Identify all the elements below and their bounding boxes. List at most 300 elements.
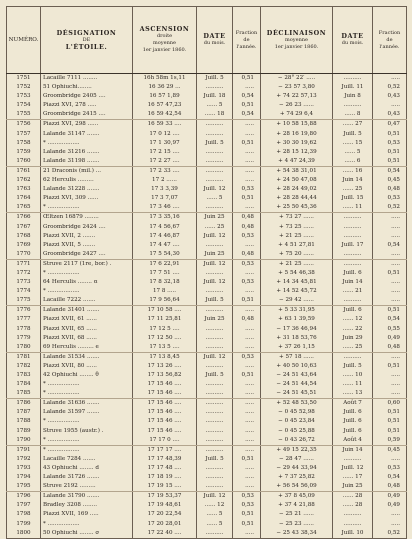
header-declinaison: DÉCLINAISON moyenne 1er janvier 1860. — [261, 7, 333, 74]
year-fraction-2: 0,45 — [373, 176, 407, 185]
table-row — [7, 315, 407, 324]
star-designation: Groombridge 2424 .... — [41, 223, 133, 232]
observation-date: .......... — [197, 130, 233, 139]
year-fraction-2: 0,54 — [373, 315, 407, 324]
year-fraction: 0,51 — [233, 296, 261, 306]
year-fraction: ..... — [233, 445, 261, 455]
table-row — [7, 371, 407, 380]
declination: + 73 25 ...... — [261, 223, 333, 232]
right-ascension: 17 13 8,45 — [133, 352, 197, 362]
year-fraction-2: 0,51 — [373, 362, 407, 371]
row-number: 1800 — [7, 529, 41, 539]
table-row — [7, 334, 407, 343]
row-number: 1785 — [7, 389, 41, 399]
observation-date-2: ...... 25 — [333, 343, 373, 353]
table-row — [7, 223, 407, 232]
year-fraction-2: ..... — [373, 223, 407, 232]
right-ascension: 16 57 47,23 — [133, 101, 197, 110]
year-fraction-2: ..... — [373, 259, 407, 269]
table-row — [7, 501, 407, 510]
right-ascension: 17 22 40 .... — [133, 529, 197, 539]
observation-date-2: .......... — [333, 74, 373, 84]
year-fraction: 0,53 — [233, 232, 261, 241]
star-designation: 51 Ophiuchi........ — [41, 83, 133, 92]
row-number: 1768 — [7, 232, 41, 241]
row-number: 1765 — [7, 203, 41, 213]
right-ascension: 17 12 50 .... — [133, 334, 197, 343]
row-number: 1776 — [7, 306, 41, 316]
year-fraction-2: 0,51 — [373, 417, 407, 426]
observation-date-2: .......... — [333, 455, 373, 464]
right-ascension: 17 5 54,30 — [133, 250, 197, 260]
star-designation: Piazzi XVII, 65 ...... — [41, 325, 133, 334]
observation-date: .......... — [197, 83, 233, 92]
row-number: 1790 — [7, 436, 41, 446]
year-fraction: 0,48 — [233, 315, 261, 324]
table-row — [7, 427, 407, 436]
star-designation: * .................. — [41, 287, 133, 296]
year-fraction-2: 0,43 — [373, 110, 407, 120]
row-number: 1786 — [7, 399, 41, 409]
row-number: 1792 — [7, 455, 41, 464]
star-designation: Piazzi XVII, 80 ...... — [41, 362, 133, 371]
observation-date: .......... — [197, 176, 233, 185]
observation-date: Juin 25 — [197, 315, 233, 324]
table-row — [7, 473, 407, 482]
year-fraction: ..... — [233, 287, 261, 296]
star-designation: Groombridge 2415 .... — [41, 110, 133, 120]
year-fraction-2: 0,55 — [373, 325, 407, 334]
row-number: 1752 — [7, 83, 41, 92]
year-fraction: 0,53 — [233, 492, 261, 502]
row-number: 1753 — [7, 92, 41, 101]
declination: − 24 51 44,54 — [261, 380, 333, 389]
observation-date: ...... 25 — [197, 223, 233, 232]
right-ascension: 17 1 30,97 — [133, 139, 197, 148]
header-designation: DÉSIGNATION DE L'ÉTOILE. — [41, 7, 133, 74]
year-fraction: ..... — [233, 362, 261, 371]
observation-date-2: Août 4 — [333, 436, 373, 446]
year-fraction-2: 0,49 — [373, 334, 407, 343]
right-ascension: 17 8 32,18 — [133, 278, 197, 287]
table-row — [7, 269, 407, 278]
table-row — [7, 325, 407, 334]
row-number: 1793 — [7, 464, 41, 473]
observation-date: Juin 25 — [197, 213, 233, 223]
observation-date-2: ...... 17 — [333, 473, 373, 482]
table-row — [7, 296, 407, 306]
right-ascension: 17 17 17 .... — [133, 445, 197, 455]
row-number: 1791 — [7, 445, 41, 455]
table-body — [7, 74, 407, 539]
right-ascension: 16h 58m 1s,11 — [133, 74, 197, 84]
table-row — [7, 74, 407, 84]
declination: − 0 45 52,98 — [261, 408, 333, 417]
observation-date-2: Juill. 6 — [333, 427, 373, 436]
observation-date-2: ...... 27 — [333, 120, 373, 130]
right-ascension: 17 2 27 .... — [133, 157, 197, 167]
declination: + 14 52 45,72 — [261, 287, 333, 296]
star-designation: * .................. — [41, 269, 133, 278]
observation-date-2: Août 7 — [333, 399, 373, 409]
declination: − 26 23 ...... — [261, 101, 333, 110]
year-fraction: ..... — [233, 269, 261, 278]
row-number: 1780 — [7, 343, 41, 353]
observation-date-2: .......... — [333, 250, 373, 260]
observation-date: ...... 5 — [197, 101, 233, 110]
star-designation: Struve 2117 (1re, bor.) . — [41, 259, 133, 269]
declination: − 0 45 23,84 — [261, 417, 333, 426]
observation-date: ...... 18 — [197, 110, 233, 120]
observation-date: .......... — [197, 417, 233, 426]
declination: + 49 15 22,35 — [261, 445, 333, 455]
right-ascension: 16 36 29 ... — [133, 83, 197, 92]
observation-date-2: ...... 28 — [333, 492, 373, 502]
declination: + 4 47 24,39 — [261, 157, 333, 167]
observation-date-2: Juin 8 — [333, 92, 373, 101]
declination: + 74 22 57,13 — [261, 92, 333, 101]
row-number: 1763 — [7, 185, 41, 194]
observation-date: .......... — [197, 287, 233, 296]
star-designation: Lalande 31228 ....... — [41, 185, 133, 194]
right-ascension: 17 20 28,01 — [133, 520, 197, 529]
observation-date-2: Juin 14 — [333, 176, 373, 185]
table-row — [7, 110, 407, 120]
observation-date: .......... — [197, 408, 233, 417]
year-fraction: ..... — [233, 343, 261, 353]
header-fraction-2: Fraction de l'année. — [373, 7, 407, 74]
declination: + 25 50 45,36 — [261, 203, 333, 213]
right-ascension: 17 4 47 .... — [133, 241, 197, 250]
declination: + 7 37 25,82 — [261, 473, 333, 482]
table-row — [7, 343, 407, 353]
star-designation: Piazzi XVII, 5 ....... — [41, 241, 133, 250]
declination: − 25 43 38,34 — [261, 529, 333, 539]
table-row — [7, 492, 407, 502]
table-row — [7, 259, 407, 269]
table-row — [7, 157, 407, 167]
declination: − 28 47 ...... — [261, 455, 333, 464]
year-fraction-2: ..... — [373, 520, 407, 529]
right-ascension: 17 15 46 .... — [133, 408, 197, 417]
observation-date-2: Juin 29 — [333, 334, 373, 343]
header-ascension: ASCENSION droite moyenne 1er janvier 1860. — [133, 7, 197, 74]
star-designation: Struve 1955 (austr.) . — [41, 427, 133, 436]
star-designation: Struve 2192 ......... — [41, 482, 133, 492]
right-ascension: 16 57 1,89 — [133, 92, 197, 101]
year-fraction-2: 0,53 — [373, 194, 407, 203]
observation-date: .......... — [197, 436, 233, 446]
observation-date-2: Juill. 10 — [333, 529, 373, 539]
year-fraction: 0,51 — [233, 139, 261, 148]
observation-date: Juill. 5 — [197, 296, 233, 306]
row-number: 1760 — [7, 157, 41, 167]
row-number: 1796 — [7, 492, 41, 502]
year-fraction-2: 0,54 — [373, 166, 407, 176]
year-fraction-2: ..... — [373, 510, 407, 519]
year-fraction: ..... — [233, 130, 261, 139]
year-fraction-2: 0,51 — [373, 130, 407, 139]
observation-date: .......... — [197, 399, 233, 409]
declination: + 74 29 6,4 — [261, 110, 333, 120]
declination: − 25 21 ...... — [261, 510, 333, 519]
row-number: 1795 — [7, 482, 41, 492]
right-ascension: 17 9 56,64 — [133, 296, 197, 306]
year-fraction: ..... — [233, 389, 261, 399]
table-row — [7, 520, 407, 529]
observation-date-2: ...... 10 — [333, 371, 373, 380]
year-fraction-2: 0,51 — [373, 306, 407, 316]
observation-date-2: Juill. 6 — [333, 306, 373, 316]
observation-date-2: Juill. 17 — [333, 241, 373, 250]
table-row — [7, 185, 407, 194]
right-ascension: 17 15 46 .... — [133, 380, 197, 389]
year-fraction-2: 0,51 — [373, 427, 407, 436]
observation-date-2: ...... 6 — [333, 157, 373, 167]
observation-date: Juill. 12 — [197, 232, 233, 241]
table-header — [7, 7, 407, 74]
observation-date-2: Juill. 12 — [333, 464, 373, 473]
declination: − 17 36 46,94 — [261, 325, 333, 334]
row-number: 1772 — [7, 269, 41, 278]
right-ascension: 17 7 51 .... — [133, 269, 197, 278]
year-fraction: 0,53 — [233, 259, 261, 269]
year-fraction-2: ..... — [373, 74, 407, 84]
observation-date: Juill. 5 — [197, 371, 233, 380]
year-fraction-2: ..... — [373, 101, 407, 110]
year-fraction-2: 0,54 — [373, 473, 407, 482]
observation-date: .......... — [197, 148, 233, 157]
observation-date-2: Juill. 15 — [333, 194, 373, 203]
row-number: 1759 — [7, 148, 41, 157]
star-designation: 64 Herculis ........ α — [41, 278, 133, 287]
observation-date-2: .......... — [333, 223, 373, 232]
observation-date-2: ...... 12 — [333, 315, 373, 324]
table-row — [7, 120, 407, 130]
year-fraction: ..... — [233, 464, 261, 473]
observation-date: Juill. 12 — [197, 352, 233, 362]
year-fraction-2: 0,52 — [373, 203, 407, 213]
right-ascension: 17 2 15 .... — [133, 148, 197, 157]
declination: − 24 51 43,64 — [261, 371, 333, 380]
observation-date: Juill. 12 — [197, 278, 233, 287]
right-ascension: 17 19 48,61 — [133, 501, 197, 510]
observation-date-2: .......... — [333, 510, 373, 519]
year-fraction-2: 0,53 — [373, 139, 407, 148]
star-designation: * .................. — [41, 203, 133, 213]
right-ascension: 17 17 0 .... — [133, 436, 197, 446]
year-fraction: ..... — [233, 399, 261, 409]
year-fraction: ..... — [233, 427, 261, 436]
observation-date-2: .......... — [333, 213, 373, 223]
right-ascension: 17 3 46 .... — [133, 203, 197, 213]
row-number: 1799 — [7, 520, 41, 529]
observation-date: .......... — [197, 306, 233, 316]
row-number: 1766 — [7, 213, 41, 223]
observation-date-2: .......... — [333, 520, 373, 529]
declination: + 52 48 53,50 — [261, 399, 333, 409]
observation-date-2: Juin 25 — [333, 482, 373, 492]
right-ascension: 17 13 5 .... — [133, 343, 197, 353]
year-fraction-2: 0,49 — [373, 501, 407, 510]
declination: + 56 54 56,09 — [261, 482, 333, 492]
right-ascension: 17 20 22,54 — [133, 510, 197, 519]
star-designation: Lalande 31216 ....... — [41, 148, 133, 157]
year-fraction: ..... — [233, 482, 261, 492]
row-number: 1762 — [7, 176, 41, 185]
observation-date-2: .......... — [333, 352, 373, 362]
star-designation: Piazzi XVII, 2 ....... — [41, 232, 133, 241]
year-fraction: ..... — [233, 325, 261, 334]
observation-date: ...... 5 — [197, 520, 233, 529]
table-row — [7, 529, 407, 539]
year-fraction-2: 0,53 — [373, 464, 407, 473]
star-designation: 21 Draconis (mil.) ... — [41, 166, 133, 176]
year-fraction: 0,51 — [233, 101, 261, 110]
observation-date: .......... — [197, 473, 233, 482]
row-number: 1754 — [7, 101, 41, 110]
row-number: 1774 — [7, 287, 41, 296]
row-number: 1788 — [7, 417, 41, 426]
right-ascension: 17 15 46 .... — [133, 399, 197, 409]
observation-date: .......... — [197, 241, 233, 250]
table-row — [7, 464, 407, 473]
row-number: 1784 — [7, 380, 41, 389]
row-number: 1787 — [7, 408, 41, 417]
observation-date: .......... — [197, 166, 233, 176]
year-fraction-2: 0,52 — [373, 83, 407, 92]
year-fraction: 0,48 — [233, 250, 261, 260]
right-ascension: 16 59 42,54 — [133, 110, 197, 120]
table-row — [7, 101, 407, 110]
declination: − 29 42 ...... — [261, 296, 333, 306]
row-number: 1757 — [7, 130, 41, 139]
star-designation: Piazzi XVI, 278 ..... — [41, 101, 133, 110]
row-number: 1783 — [7, 371, 41, 380]
year-fraction-2: 0,60 — [373, 399, 407, 409]
year-fraction: ..... — [233, 176, 261, 185]
year-fraction-2: 0,45 — [373, 445, 407, 455]
right-ascension: 17 3 7,07 — [133, 194, 197, 203]
year-fraction: ..... — [233, 157, 261, 167]
right-ascension: 17 2 ...... — [133, 176, 197, 185]
table-row — [7, 510, 407, 519]
table-row — [7, 130, 407, 139]
right-ascension: 17 13 26 .... — [133, 362, 197, 371]
observation-date: .......... — [197, 157, 233, 167]
observation-date-2: ...... 8 — [333, 110, 373, 120]
declination: + 21 25 ...... — [261, 259, 333, 269]
declination: − 0 45 25,88 — [261, 427, 333, 436]
observation-date: .......... — [197, 380, 233, 389]
year-fraction-2: ..... — [373, 389, 407, 399]
declination: − 23 57 3,80 — [261, 83, 333, 92]
table-row — [7, 213, 407, 223]
right-ascension: 17 15 46 .... — [133, 389, 197, 399]
table-row — [7, 455, 407, 464]
observation-date-2: Juill. 5 — [333, 130, 373, 139]
year-fraction-2: ..... — [373, 371, 407, 380]
table-row — [7, 352, 407, 362]
observation-date: .......... — [197, 482, 233, 492]
observation-date: Juill. 5 — [197, 74, 233, 84]
observation-date: .......... — [197, 203, 233, 213]
year-fraction: ..... — [233, 306, 261, 316]
table-row — [7, 445, 407, 455]
row-number: 1775 — [7, 296, 41, 306]
row-number: 1798 — [7, 510, 41, 519]
observation-date: Juill. 5 — [197, 455, 233, 464]
table-row — [7, 482, 407, 492]
year-fraction: 0,54 — [233, 92, 261, 101]
declination: + 28 28 44,44 — [261, 194, 333, 203]
observation-date: .......... — [197, 445, 233, 455]
year-fraction-2: ..... — [373, 380, 407, 389]
star-designation: * .................. — [41, 380, 133, 389]
star-designation: Lalande 31726 ....... — [41, 473, 133, 482]
star-designation: Piazzi XVI, 298 ...... — [41, 120, 133, 130]
declination: + 28 16 19,80 — [261, 130, 333, 139]
right-ascension: 16 59 33 .... — [133, 120, 197, 130]
year-fraction-2: ..... — [373, 352, 407, 362]
row-number: 1779 — [7, 334, 41, 343]
year-fraction-2: 0,48 — [373, 482, 407, 492]
year-fraction: ..... — [233, 334, 261, 343]
right-ascension: 17 17 48,39 — [133, 455, 197, 464]
year-fraction: 0,51 — [233, 371, 261, 380]
right-ascension: 17 13 56,82 — [133, 371, 197, 380]
observation-date-2: .......... — [333, 296, 373, 306]
declination: + 14 34 45,81 — [261, 278, 333, 287]
declination: + 5 54 46,38 — [261, 269, 333, 278]
star-designation: 43 Ophiuchi ........ d — [41, 464, 133, 473]
star-designation: Lalande 31636 ....... — [41, 399, 133, 409]
table-row — [7, 417, 407, 426]
declination: − 29 44 33,94 — [261, 464, 333, 473]
year-fraction-2: 0,54 — [373, 241, 407, 250]
year-fraction-2: ..... — [373, 250, 407, 260]
year-fraction: ..... — [233, 380, 261, 389]
star-designation: Piazzi XVII, 61 ...... — [41, 315, 133, 324]
observation-date-2: ...... 25 — [333, 185, 373, 194]
table-row — [7, 203, 407, 213]
observation-date: Juill. 12 — [197, 259, 233, 269]
declination: + 75 20 ...... — [261, 250, 333, 260]
year-fraction: 0,53 — [233, 185, 261, 194]
observation-date-2: ...... 28 — [333, 501, 373, 510]
observation-date: .......... — [197, 269, 233, 278]
year-fraction-2: 0,59 — [373, 436, 407, 446]
observation-date: .......... — [197, 325, 233, 334]
observation-date: .......... — [197, 389, 233, 399]
year-fraction-2: ..... — [373, 287, 407, 296]
observation-date: Juin 25 — [197, 250, 233, 260]
table-row — [7, 194, 407, 203]
star-designation: Lacaille 7284 ....... — [41, 455, 133, 464]
star-designation: Bradley 3208 ........ — [41, 501, 133, 510]
year-fraction: ..... — [233, 436, 261, 446]
star-designation: * .................. — [41, 417, 133, 426]
row-number: 1761 — [7, 166, 41, 176]
observation-date-2: Juill. 6 — [333, 417, 373, 426]
star-designation: Lalande 31534 ....... — [41, 352, 133, 362]
right-ascension: 17 8 ..... — [133, 287, 197, 296]
year-fraction-2: ..... — [373, 278, 407, 287]
star-catalog-table — [6, 6, 407, 539]
observation-date: ...... 5 — [197, 510, 233, 519]
star-designation: 69 Herculis ......... e — [41, 343, 133, 353]
year-fraction: ..... — [233, 473, 261, 482]
